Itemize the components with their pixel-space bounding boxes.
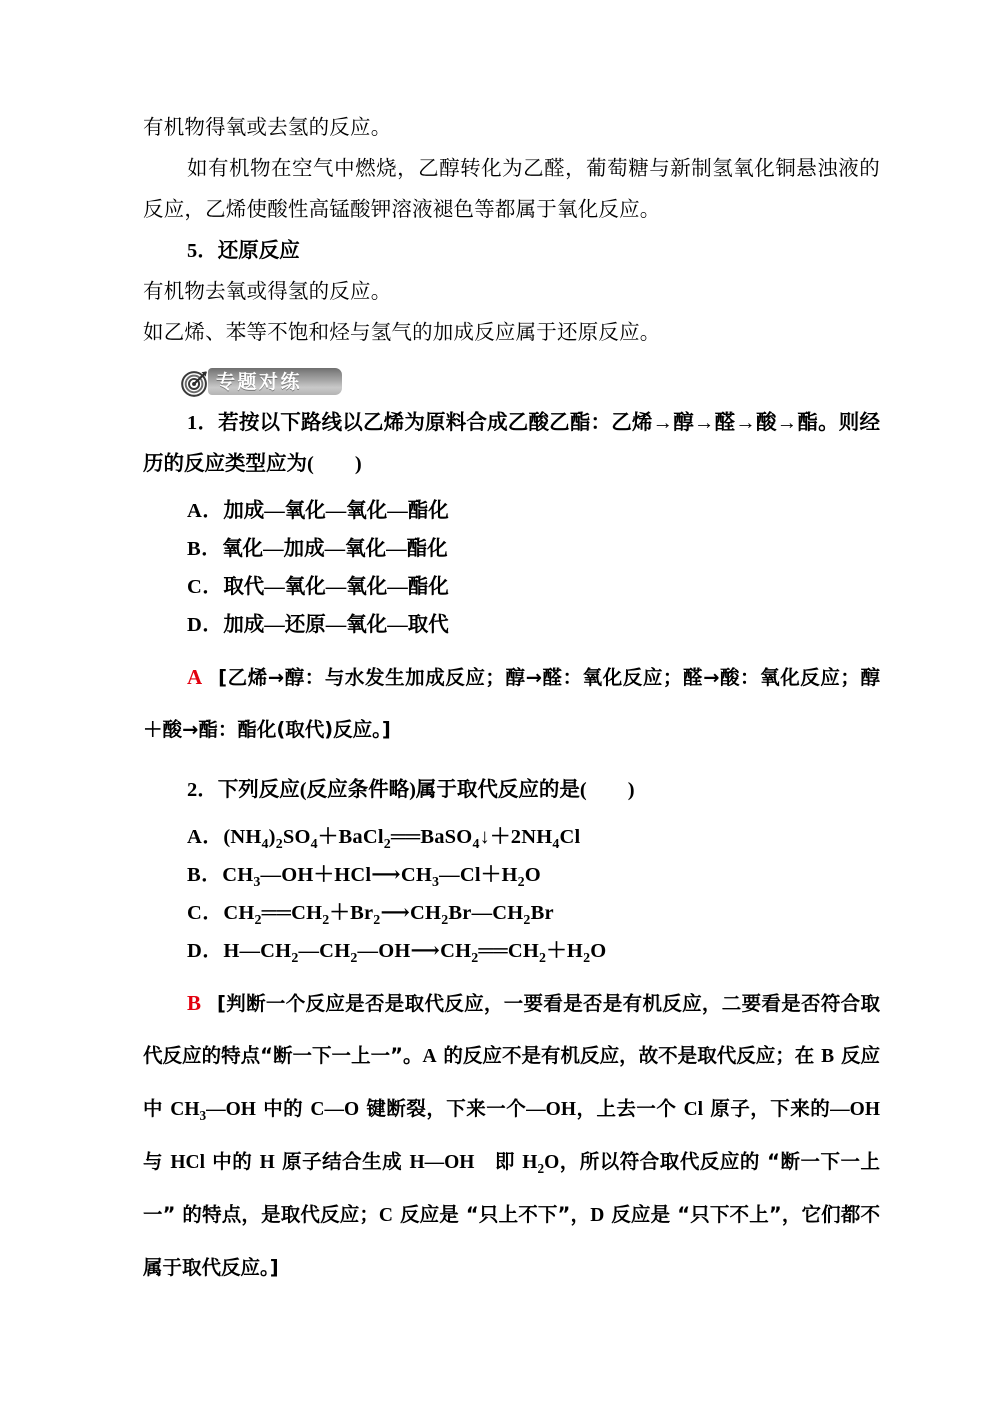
question-1-explanation-text: [乙烯→醇：与水发生加成反应；醇→醛：氧化反应；醛→酸：氧化反应；醇＋酸→酯：酯化(取代)反应。] — [143, 666, 880, 741]
question-2-option-d[interactable] — [143, 932, 880, 970]
option-label: C． — [187, 576, 224, 598]
heading-reduction-reaction: 5．还原反应 — [187, 240, 300, 262]
question-1-answer-letter: A — [187, 665, 203, 689]
question-1-option-d[interactable] — [143, 606, 880, 644]
option-label: A． — [187, 826, 224, 848]
paragraph-reduction-definition: 有机物去氧或得氢的反应。 — [143, 281, 392, 303]
option-label: B． — [187, 864, 223, 886]
spacer — [143, 756, 880, 770]
question-2-explanation-text: [判断一个反应是否是取代反应，一要看是否是有机反应，二要看是否符合取代反应的特点“断一下一上一”。A 的反应不是有机反应，故不是取代反应；在 B 反应中 $CH_3—OH$ 中的 C—O 键断裂，下来一个—OH，上去一个 Cl 原子，下来的—OH 与 HCl 中的 H 原子结合生成 H—OH 即 $H_2O$，所以符合取代反应的 “断一下一上一” 的特点，是取代反应；C 反应是 “只上不下”，D 反应是 “只下不上”，它们都不属于取代反应。] — [143, 992, 881, 1279]
paragraph-oxidation-examples: 如有机物在空气中燃烧，乙醇转化为乙醛，葡萄糖与新制氢氧化铜悬浊液的反应，乙烯使酸性高锰酸钾溶液褪色等都属于氧化反应。 — [143, 158, 880, 221]
question-2-option-a[interactable] — [143, 818, 880, 856]
question-1-option-c[interactable] — [143, 568, 880, 606]
spacer — [143, 970, 880, 977]
option-label: D． — [187, 614, 224, 636]
option-formula: $(NH_4)_2SO_4+BaCl_2══BaSO_4↓+2NH_4Cl$ — [223, 826, 581, 853]
option-label: D． — [187, 940, 224, 962]
option-formula: $CH_3—OH+HCl⟶CH_3—Cl+H_2O$ — [222, 864, 541, 891]
question-2-option-b[interactable] — [143, 856, 880, 894]
option-label: B． — [187, 538, 223, 560]
option-text: 加成—氧化—氧化—酯化 — [223, 500, 449, 522]
question-2-option-c[interactable] — [143, 894, 880, 932]
spacer — [143, 485, 880, 492]
paragraph-oxidation-definition: 有机物得氧或去氢的反应。 — [143, 117, 392, 139]
question-1-answer-explanation — [143, 651, 880, 756]
target-bullseye-icon — [179, 366, 212, 399]
option-text: 取代—氧化—氧化—酯化 — [223, 576, 449, 598]
question-2-answer-explanation — [143, 977, 880, 1294]
option-label: C． — [187, 902, 224, 924]
question-2-answer-letter: B — [187, 991, 202, 1015]
option-text: 加成—还原—氧化—取代 — [223, 614, 449, 636]
option-text: 氧化—加成—氧化—酯化 — [222, 538, 448, 560]
question-1-option-b[interactable] — [143, 530, 880, 568]
section-header-label: 专题对练 — [216, 370, 303, 393]
paragraph-reduction-examples: 如乙烯、苯等不饱和烃与氢气的加成反应属于还原反应。 — [143, 322, 661, 344]
option-formula: $H—CH_2—CH_2—OH⟶CH_2══CH_2+H_2O$ — [223, 940, 607, 967]
option-formula: $CH_2══CH_2+Br_2⟶CH_2Br—CH_2Br$ — [223, 902, 554, 929]
option-label: A． — [187, 500, 224, 522]
question-1-option-a[interactable] — [143, 492, 880, 530]
spacer — [143, 811, 880, 818]
section-header-practice — [179, 365, 342, 399]
question-1-stem: 1．若按以下路线以乙烯为原料合成乙酸乙酯：乙烯→醇→醛→酸→酯。则经历的反应类型应为( ) — [143, 412, 880, 475]
question-2-stem: 2．下列反应(反应条件略)属于取代反应的是( ) — [187, 779, 635, 801]
spacer — [143, 644, 880, 651]
